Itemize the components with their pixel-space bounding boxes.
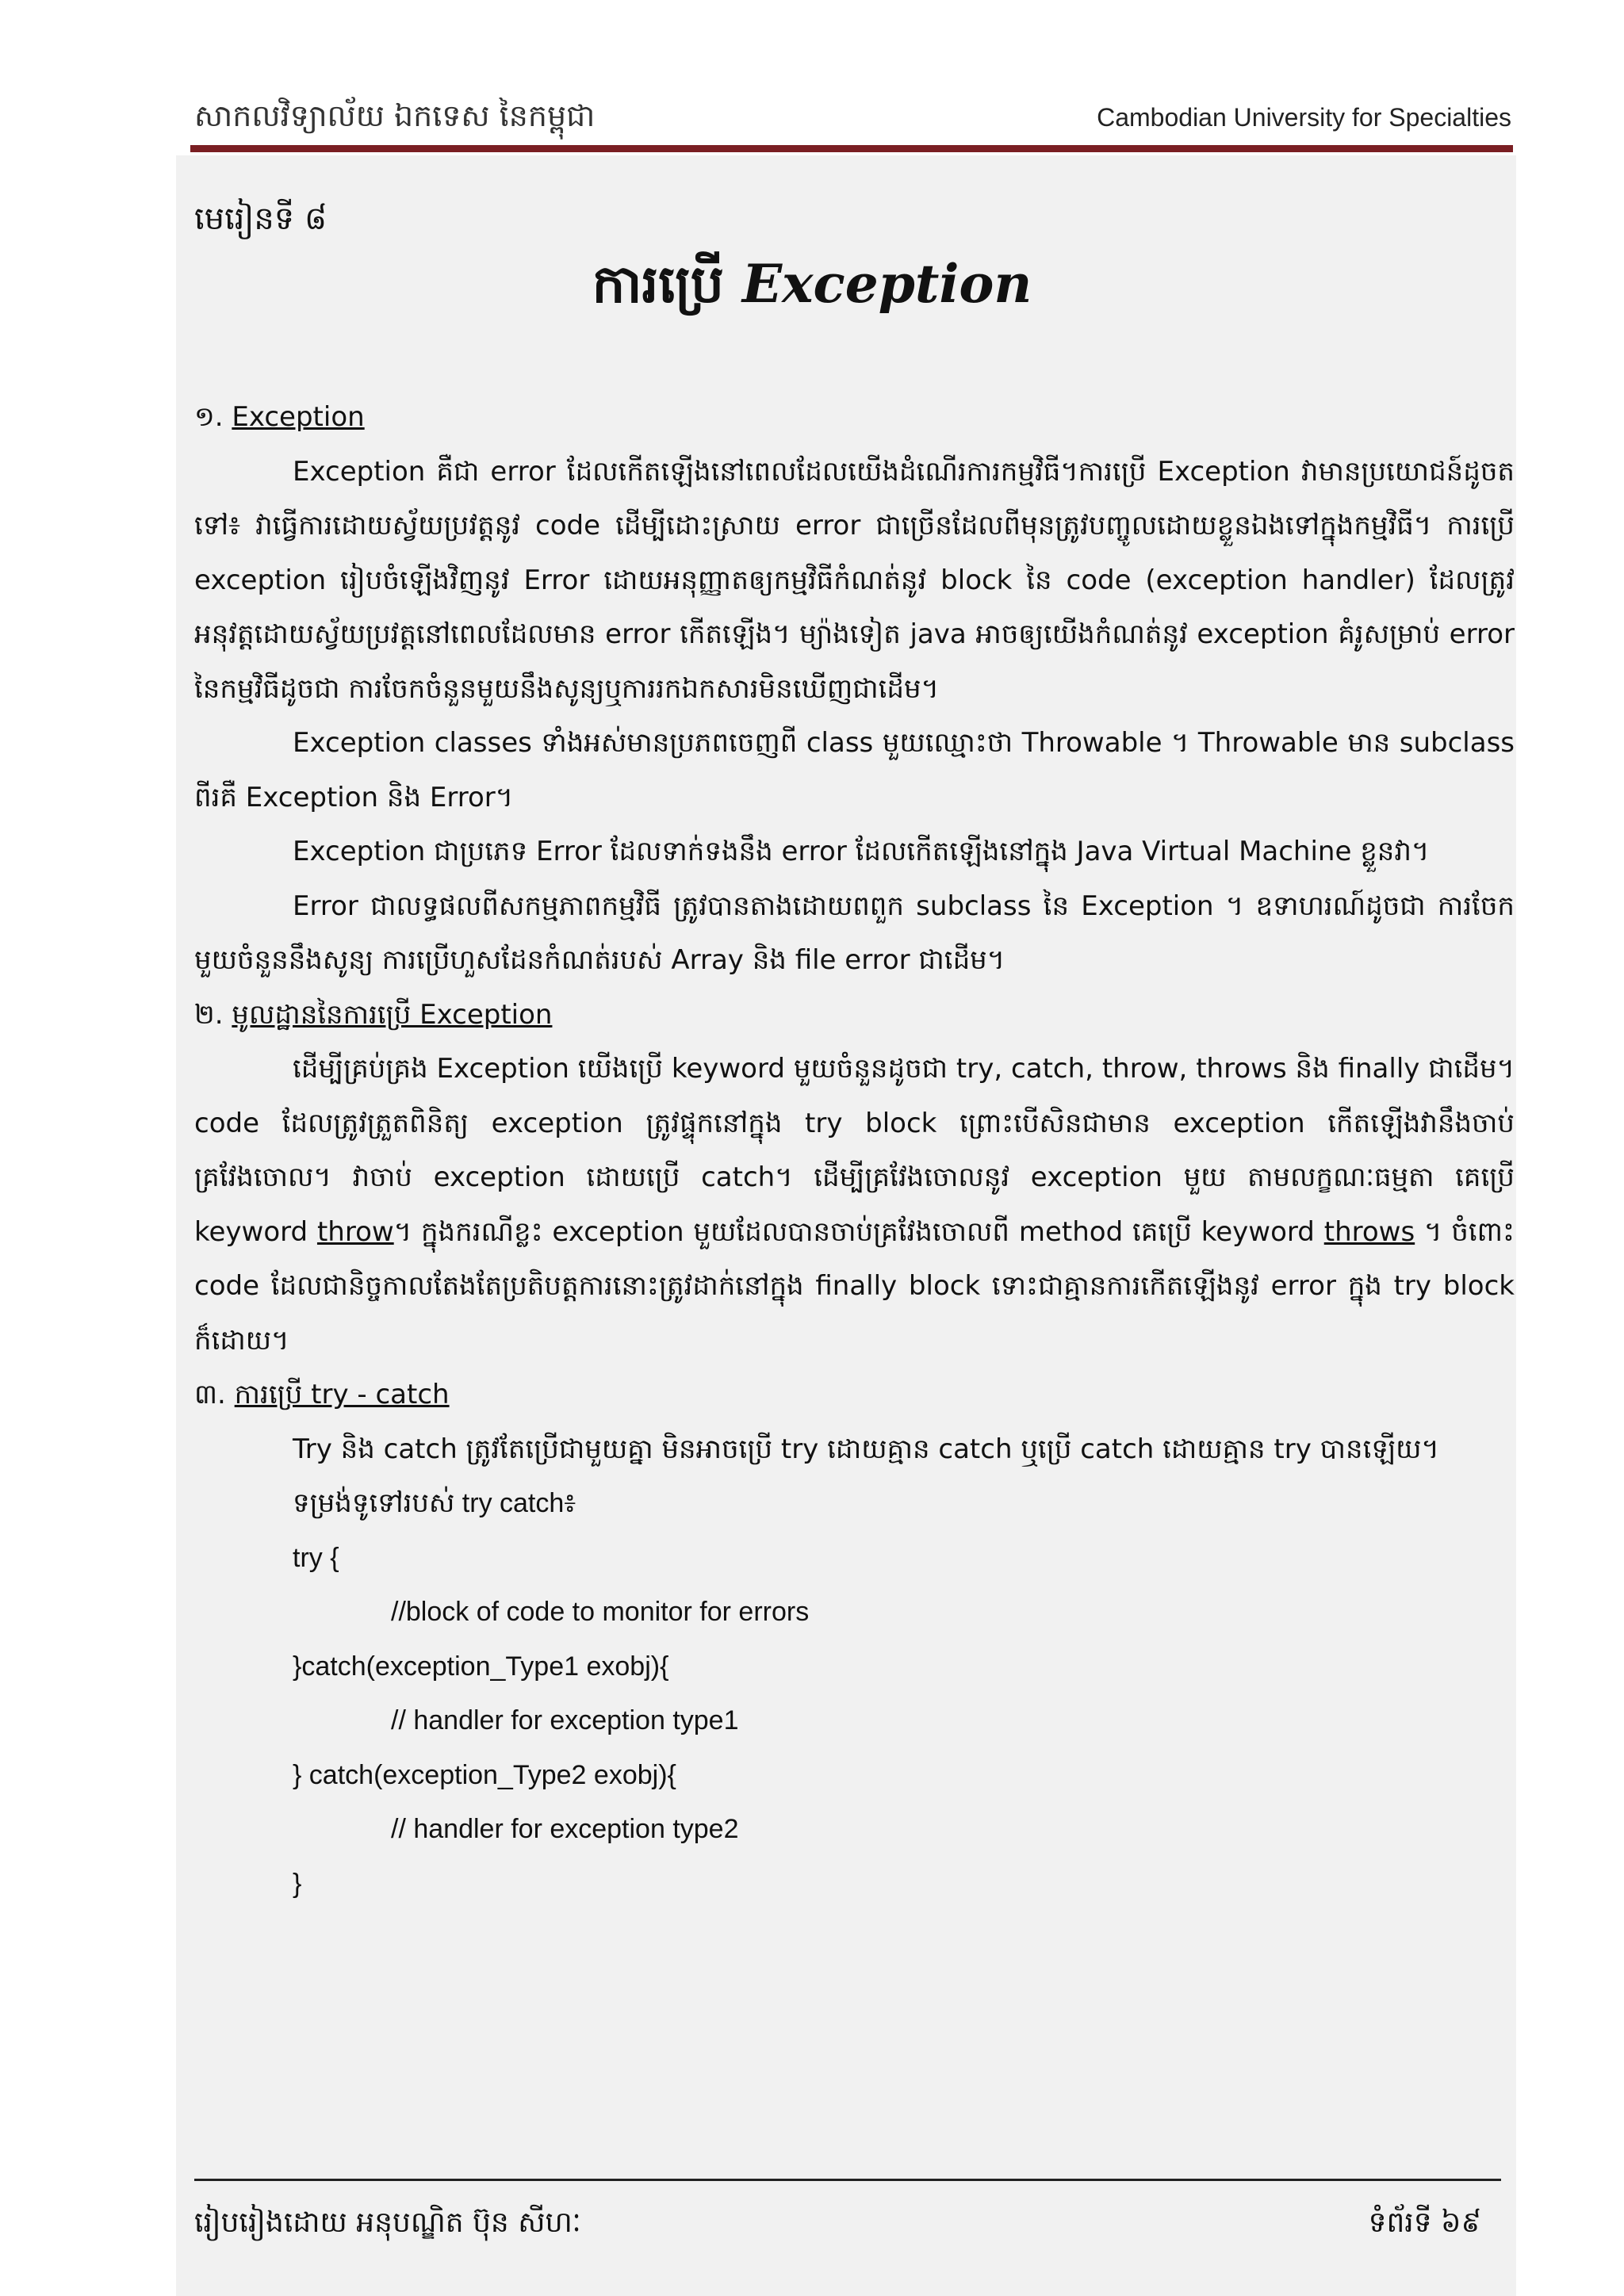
section-3-heading <box>194 1368 1515 1422</box>
section-1-paragraph-1: Exception គឺជា error ដែលកើតឡើងនៅពេលដែលយើងដំណើរការកម្មវិធី។ការប្រើ Exception វាមានប្រយោជន៍ដូចតទៅ៖ វាធ្វើការដោយស្វ័យប្រវត្តនូវ code ដើម្បីដោះស្រាយ error ជាច្រើនដែលពីមុនត្រូវបញ្ចូលដោយខ្លួនឯងទៅក្នុងកម្មវិធី។ ការប្រើ exception រៀបចំឡើងវិញនូវ Error ដោយអនុញ្ញាតឲ្យកម្មវិធីកំណត់នូវ block នៃ code (exception handler) ដែលត្រូវអនុវត្តដោយស្វ័យប្រវត្តនៅពេលដែលមាន error កើតឡើង។ ម្យ៉ាងទៀត java អាចឲ្យយើងកំណត់នូវ exception គំរូសម្រាប់ error នៃកម្មវិធីដូចជា ការចែកចំនួនមួយនឹងសូន្យឬការរកឯកសារមិនឃើញជាដើម។ <box>194 455 1515 705</box>
lesson-label: មេរៀនទី ៨ <box>194 201 327 237</box>
section-2-heading <box>194 988 1515 1043</box>
section-3-paragraph-1: Try និង catch ត្រូវតែប្រើជាមួយគ្នា មិនអាចប្រើ try ដោយគ្មាន catch ឬប្រើ catch ដោយគ្មាន try បានឡើយ។ <box>293 1433 1439 1465</box>
section-1-paragraph-4: Error ជាលទ្ធផលពីសកម្មភាពកម្មវិធី ត្រូវបានតាងដោយពពួក subclass នៃ Exception ។ ឧទាហរណ៍ដូចជា ការចែកមួយចំនួននឹងសូន្យ ការប្រើហួសដែនកំណត់របស់ Array និង file error ជាដើម។ <box>194 890 1515 976</box>
section-1-title: Exception <box>232 401 365 433</box>
footer-rule <box>194 2179 1501 2181</box>
document-body <box>194 390 1515 1911</box>
section-2-number: ២. <box>194 998 232 1031</box>
section-2-text-b: ។ ក្នុងករណីខ្លះ exception មួយដែលបានចាប់គ្រវែងចោលពី method គេប្រើ keyword <box>393 1215 1324 1248</box>
code-line-3: }catch(exception_Type1 exobj){ <box>293 1651 669 1682</box>
section-1-paragraph-3: Exception ជាប្រភេទ Error ដែលទាក់ទងនឹង error ដែលកើតឡើងនៅក្នុង Java Virtual Machine ខ្លួនវា។ <box>293 836 1430 867</box>
code-line-4: // handler for exception type1 <box>391 1705 739 1735</box>
section-2-text-c: ។ ចំពោះ code ដែលជានិច្ចកាលតែងតែប្រតិបត្តការនោះត្រូវដាក់នៅក្នុង finally block ទោះជាគ្មានការកើតឡើងនូវ error ក្នុង try block ក៏ដោយ។ <box>194 1215 1515 1357</box>
chapter-title-english: Exception <box>741 253 1032 315</box>
header-rule <box>190 145 1513 152</box>
section-1-heading <box>194 390 1515 445</box>
code-line-6: // handler for exception type2 <box>391 1814 739 1844</box>
code-line-7: } <box>293 1868 302 1899</box>
chapter-title-khmer: ការប្រើ <box>592 254 724 315</box>
chapter-title <box>0 252 1624 328</box>
section-2-paragraph-1 <box>194 1042 1515 1368</box>
keyword-throws: throws <box>1323 1215 1415 1248</box>
header-university-khmer: សាកលវិទ្យាល័យ ឯកទេស នៃកម្ពុជា <box>194 98 596 133</box>
syntax-label: ទម្រង់ទូទៅរបស់ try catch៖ <box>293 1488 576 1518</box>
header-university-english: Cambodian University for Specialties <box>1097 103 1511 132</box>
footer-page-number: ទំព័រទី ៦៩ <box>1368 2206 1481 2239</box>
section-3-number: ៣. <box>194 1379 235 1410</box>
keyword-throw: throw <box>316 1215 394 1248</box>
footer-author: រៀបរៀងដោយ អនុបណ្ឌិត ប៊ុន សីហៈ <box>194 2206 581 2239</box>
code-line-2: //block of code to monitor for errors <box>391 1597 810 1627</box>
section-3-title: ការប្រើ try - catch <box>234 1379 450 1410</box>
section-2-title: មូលដ្ឋាននៃការប្រើ Exception <box>232 998 553 1031</box>
code-line-1: try { <box>293 1542 339 1573</box>
section-1-paragraph-2: Exception classes ទាំងអស់មានប្រភពចេញពី class មួយឈ្មោះថា Throwable ។ Throwable មាន subclass ពីរគឺ Exception និង Error។ <box>194 727 1515 813</box>
section-2-text-a: ដើម្បីគ្រប់គ្រង Exception យើងប្រើ keyword មួយចំនួនដូចជា try, catch, throw, throws និង finally ជាដើម។ code ដែលត្រូវត្រួតពិនិត្យ exception ត្រូវផ្ទុកនៅក្នុង try block ព្រោះបើសិនជាមាន exception កើតឡើងវានឹងចាប់គ្រវែងចោល។ វាចាប់ exception ដោយប្រើ catch។ ដើម្បីគ្រវែងចោលនូវ exception មួយ តាមលក្ខណៈធម្មតា គេប្រើ keyword <box>194 1053 1515 1248</box>
code-line-5: } catch(exception_Type2 exobj){ <box>293 1759 676 1790</box>
section-1-number: ១. <box>194 401 232 433</box>
